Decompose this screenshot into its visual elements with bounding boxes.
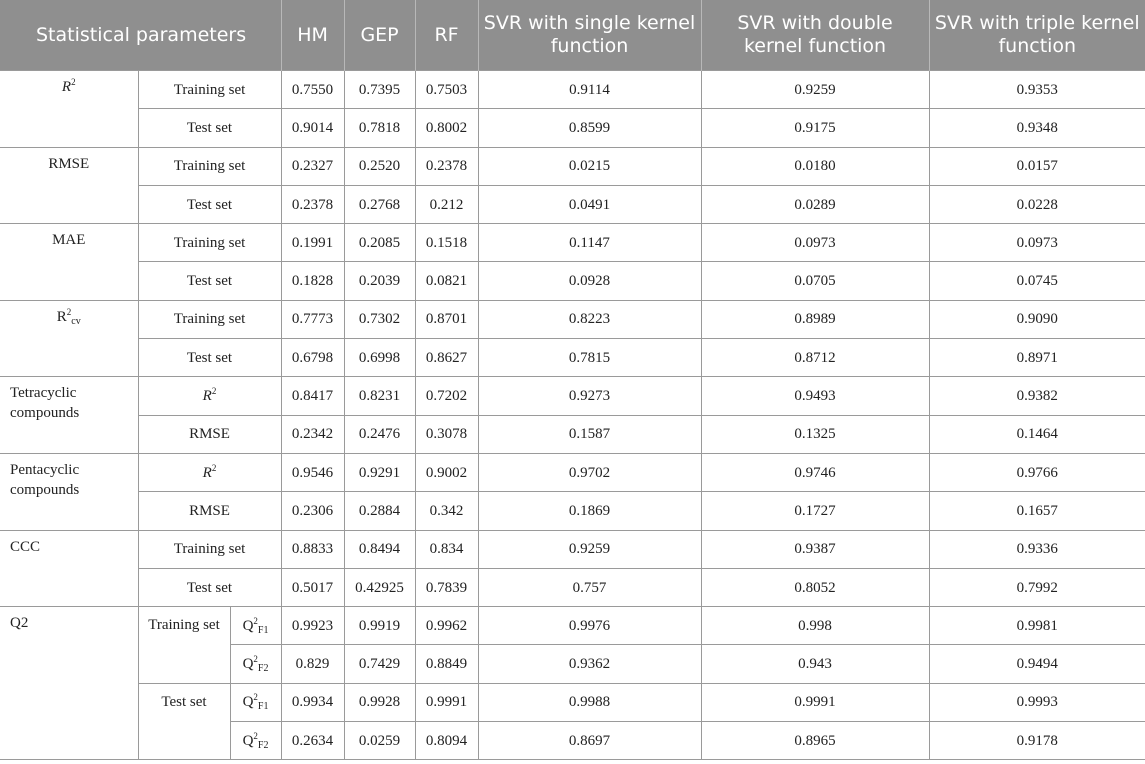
value-cell: 0.6998 [344,339,415,377]
value-cell: 0.0180 [701,147,929,185]
param-r2: $R^2$ [0,71,138,148]
param-rmse: RMSE [0,147,138,224]
value-cell: 0.0821 [415,262,478,300]
subset-label: Test set [138,262,281,300]
value-cell: 0.7818 [344,109,415,147]
value-cell: 0.1727 [701,492,929,530]
value-cell: 0.8965 [701,722,929,760]
value-cell: 0.0215 [478,147,701,185]
value-cell: 0.342 [415,492,478,530]
value-cell: 0.8094 [415,722,478,760]
value-cell: 0.9382 [929,377,1145,415]
header-statistical-parameters: Statistical parameters [0,0,281,71]
value-cell: 0.943 [701,645,929,683]
value-cell: 0.9336 [929,530,1145,568]
value-cell: 0.2327 [281,147,344,185]
table-row [0,453,1145,491]
value-cell: 0.2884 [344,492,415,530]
value-cell: 0.8599 [478,109,701,147]
table-row [0,262,1145,300]
value-cell: 0.2306 [281,492,344,530]
value-cell: 0.1518 [415,224,478,262]
subset-label: Test set [138,109,281,147]
value-cell: 0.9493 [701,377,929,415]
value-cell: 0.2039 [344,262,415,300]
value-cell: 0.7773 [281,300,344,338]
value-cell: 0.2768 [344,185,415,223]
value-cell: 0.8002 [415,109,478,147]
value-cell: 0.9348 [929,109,1145,147]
value-cell: 0.1991 [281,224,344,262]
value-cell: 0.9934 [281,683,344,721]
subset-label: Training set [138,71,281,109]
value-cell: 0.0705 [701,262,929,300]
header-svr-single: SVR with single kernel function [478,0,701,71]
value-cell: 0.0491 [478,185,701,223]
value-cell: 0.5017 [281,568,344,606]
header-hm: HM [281,0,344,71]
value-cell: 0.2378 [281,185,344,223]
value-cell: 0.7202 [415,377,478,415]
value-cell: 0.9259 [701,71,929,109]
value-cell: 0.9991 [701,683,929,721]
value-cell: 0.9090 [929,300,1145,338]
subset-label: $R^2$ [138,377,281,415]
value-cell: 0.2085 [344,224,415,262]
value-cell: 0.8231 [344,377,415,415]
table-row [0,568,1145,606]
header-rf: RF [415,0,478,71]
value-cell: 0.0289 [701,185,929,223]
value-cell: 0.9962 [415,607,478,645]
subset-label: RMSE [138,415,281,453]
table-row [0,492,1145,530]
value-cell: 0.8417 [281,377,344,415]
header-row [0,0,1145,71]
value-cell: 0.9988 [478,683,701,721]
table-row [0,607,1145,645]
value-cell: 0.9923 [281,607,344,645]
q2-f2-label: $Q^2_{F2}$ [230,722,281,760]
value-cell: 0.7503 [415,71,478,109]
value-cell: 0.42925 [344,568,415,606]
value-cell: 0.0259 [344,722,415,760]
table-row [0,300,1145,338]
value-cell: 0.9919 [344,607,415,645]
value-cell: 0.8494 [344,530,415,568]
value-cell: 0.0973 [701,224,929,262]
value-cell: 0.9928 [344,683,415,721]
subset-label: Training set [138,607,230,684]
table-row [0,185,1145,223]
subset-label: Test set [138,185,281,223]
param-ccc: CCC [0,530,138,607]
value-cell: 0.9353 [929,71,1145,109]
value-cell: 0.8833 [281,530,344,568]
value-cell: 0.9273 [478,377,701,415]
value-cell: 0.9766 [929,453,1145,491]
subset-label: Training set [138,147,281,185]
value-cell: 0.1147 [478,224,701,262]
value-cell: 0.9494 [929,645,1145,683]
value-cell: 0.7302 [344,300,415,338]
table-row [0,109,1145,147]
table-row [0,71,1145,109]
value-cell: 0.7815 [478,339,701,377]
value-cell: 0.7550 [281,71,344,109]
param-pentacyclic: Pentacyclic compounds [0,453,138,530]
value-cell: 0.2520 [344,147,415,185]
value-cell: 0.7992 [929,568,1145,606]
value-cell: 0.1325 [701,415,929,453]
value-cell: 0.9981 [929,607,1145,645]
table-row [0,530,1145,568]
value-cell: 0.212 [415,185,478,223]
value-cell: 0.1828 [281,262,344,300]
value-cell: 0.8223 [478,300,701,338]
value-cell: 0.9259 [478,530,701,568]
value-cell: 0.9178 [929,722,1145,760]
value-cell: 0.8697 [478,722,701,760]
subset-label: Training set [138,224,281,262]
param-q2: Q2 [0,607,138,760]
value-cell: 0.0745 [929,262,1145,300]
table-row [0,224,1145,262]
subset-label: Training set [138,300,281,338]
q2-f1-label: $Q^2_{F1}$ [230,683,281,721]
value-cell: 0.9991 [415,683,478,721]
value-cell: 0.8712 [701,339,929,377]
table-row [0,415,1145,453]
value-cell: 0.2476 [344,415,415,453]
param-mae: MAE [0,224,138,301]
value-cell: 0.7395 [344,71,415,109]
subset-label: Training set [138,530,281,568]
value-cell: 0.6798 [281,339,344,377]
value-cell: 0.0157 [929,147,1145,185]
header-gep: GEP [344,0,415,71]
q2-f1-label: $Q^2_{F1}$ [230,607,281,645]
value-cell: 0.1587 [478,415,701,453]
value-cell: 0.8627 [415,339,478,377]
value-cell: 0.9291 [344,453,415,491]
value-cell: 0.8701 [415,300,478,338]
header-svr-triple: SVR with triple kernel function [929,0,1145,71]
subset-label: Test set [138,683,230,760]
value-cell: 0.9993 [929,683,1145,721]
value-cell: 0.834 [415,530,478,568]
value-cell: 0.0228 [929,185,1145,223]
value-cell: 0.3078 [415,415,478,453]
value-cell: 0.9002 [415,453,478,491]
value-cell: 0.2342 [281,415,344,453]
value-cell: 0.829 [281,645,344,683]
subset-label: $R^2$ [138,453,281,491]
value-cell: 0.9746 [701,453,929,491]
value-cell: 0.998 [701,607,929,645]
value-cell: 0.9362 [478,645,701,683]
param-tetracyclic: Tetracyclic compounds [0,377,138,454]
value-cell: 0.9175 [701,109,929,147]
subset-label: Test set [138,568,281,606]
value-cell: 0.2378 [415,147,478,185]
subset-label: RMSE [138,492,281,530]
value-cell: 0.9387 [701,530,929,568]
q2-f2-label: $Q^2_{F2}$ [230,645,281,683]
value-cell: 0.0928 [478,262,701,300]
value-cell: 0.8052 [701,568,929,606]
value-cell: 0.1869 [478,492,701,530]
value-cell: 0.1657 [929,492,1145,530]
value-cell: 0.8849 [415,645,478,683]
table-row [0,377,1145,415]
table-row [0,339,1145,377]
value-cell: 0.2634 [281,722,344,760]
value-cell: 0.8971 [929,339,1145,377]
value-cell: 0.9114 [478,71,701,109]
param-r2cv: $R^2_{cv}$ [0,300,138,377]
header-svr-double: SVR with double kernel function [701,0,929,71]
value-cell: 0.9014 [281,109,344,147]
value-cell: 0.9976 [478,607,701,645]
value-cell: 0.9546 [281,453,344,491]
subset-label: Test set [138,339,281,377]
table-row [0,683,1145,721]
value-cell: 0.7429 [344,645,415,683]
value-cell: 0.8989 [701,300,929,338]
value-cell: 0.0973 [929,224,1145,262]
table-row [0,147,1145,185]
value-cell: 0.7839 [415,568,478,606]
value-cell: 0.9702 [478,453,701,491]
value-cell: 0.757 [478,568,701,606]
value-cell: 0.1464 [929,415,1145,453]
